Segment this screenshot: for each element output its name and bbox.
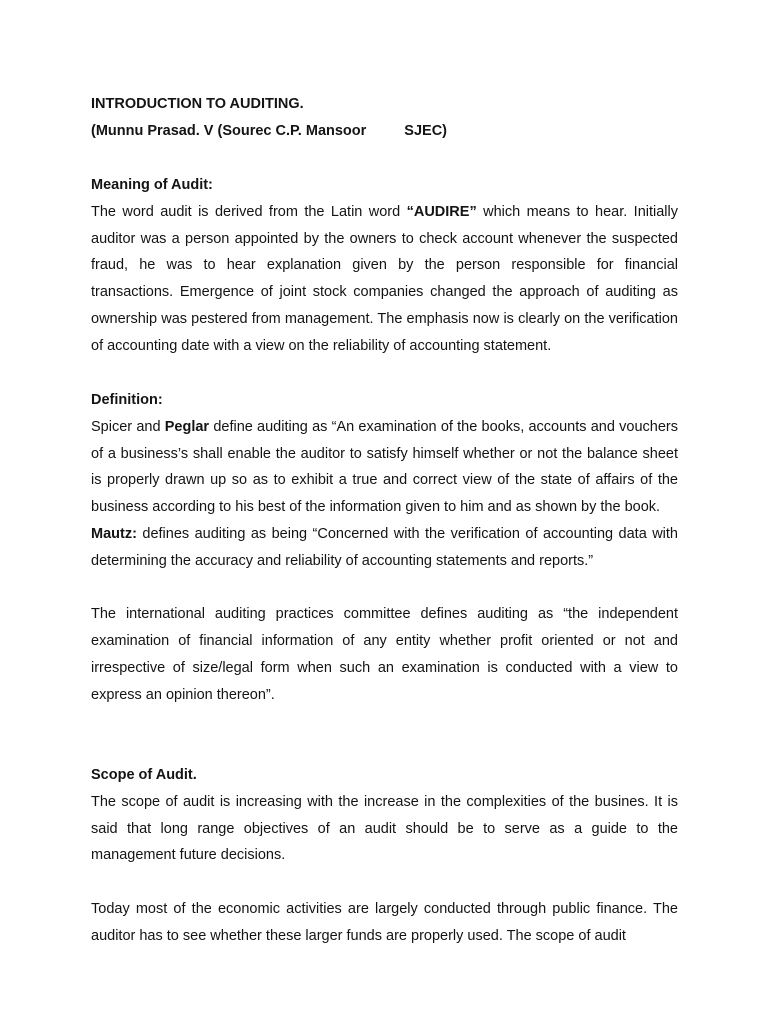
- definition-mautz-rest: defines auditing as being “Concerned with the verification of accounting data with determining the accuracy and reliability of accounting statements and reports.”: [91, 525, 678, 569]
- section-meaning: [91, 172, 678, 360]
- section-definition: [91, 387, 678, 709]
- definition-committee-paragraph: The international auditing practices committee defines auditing as “the independent examination of financial information of any entity whether profit oriented or not and irrespective of size/legal form when such an examination is conducted with a view to express an opinion thereon”.: [91, 606, 678, 703]
- meaning-text-rest: which means to hear. Initially auditor was a person appointed by the owners to check account whenever the suspected fraud, he was to hear explanation given by the person responsible for financial transactions. Emergence of joint stock companies changed the approach of auditing as ownership was pestered from management. The emphasis now is clearly on the verification of accounting date with a view on the reliability of accounting statement.: [91, 203, 679, 354]
- definition-mautz: Mautz:: [91, 525, 137, 542]
- scope-paragraph-2: Today most of the economic activities are largely conducted through public finance. The auditor has to see whether these larger funds are properly used. The scope of audit: [91, 900, 678, 944]
- definition-spicer-rest: define auditing as “An examination of the books, accounts and vouchers of a business’s shall enable the auditor to satisfy himself whether or not the balance sheet is properly drawn up so as to exhibit a true and correct view of the state of affairs of the business according to his best of the information given to him and as shown by the book.: [91, 418, 678, 516]
- heading-scope: Scope of Audit.: [91, 767, 197, 783]
- definition-spicer-start: Spicer and: [91, 418, 165, 435]
- heading-definition: Definition:: [91, 392, 163, 408]
- definition-mautz-paragraph: [91, 521, 678, 575]
- definition-peglar: Peglar: [164, 418, 210, 435]
- document-byline: [91, 118, 678, 145]
- meaning-paragraph: [91, 199, 678, 360]
- meaning-latin-word: “AUDIRE”: [406, 203, 477, 220]
- meaning-text-start: The word audit is derived from the Latin word: [91, 203, 407, 220]
- document-header: [91, 91, 678, 145]
- scope-paragraph-1: The scope of audit is increasing with the increase in the complexities of the busines. It is said that long range objectives of an audit should be to serve as a guide to the management future decisions.: [91, 793, 678, 864]
- byline-authors: (Munnu Prasad. V (Sourec C.P. Mansoor: [91, 122, 367, 139]
- section-scope: [91, 762, 678, 950]
- byline-org: SJEC): [404, 122, 447, 139]
- document-title: INTRODUCTION TO AUDITING.: [91, 96, 304, 112]
- heading-meaning: Meaning of Audit:: [91, 177, 213, 193]
- definition-spicer-paragraph: [91, 414, 678, 521]
